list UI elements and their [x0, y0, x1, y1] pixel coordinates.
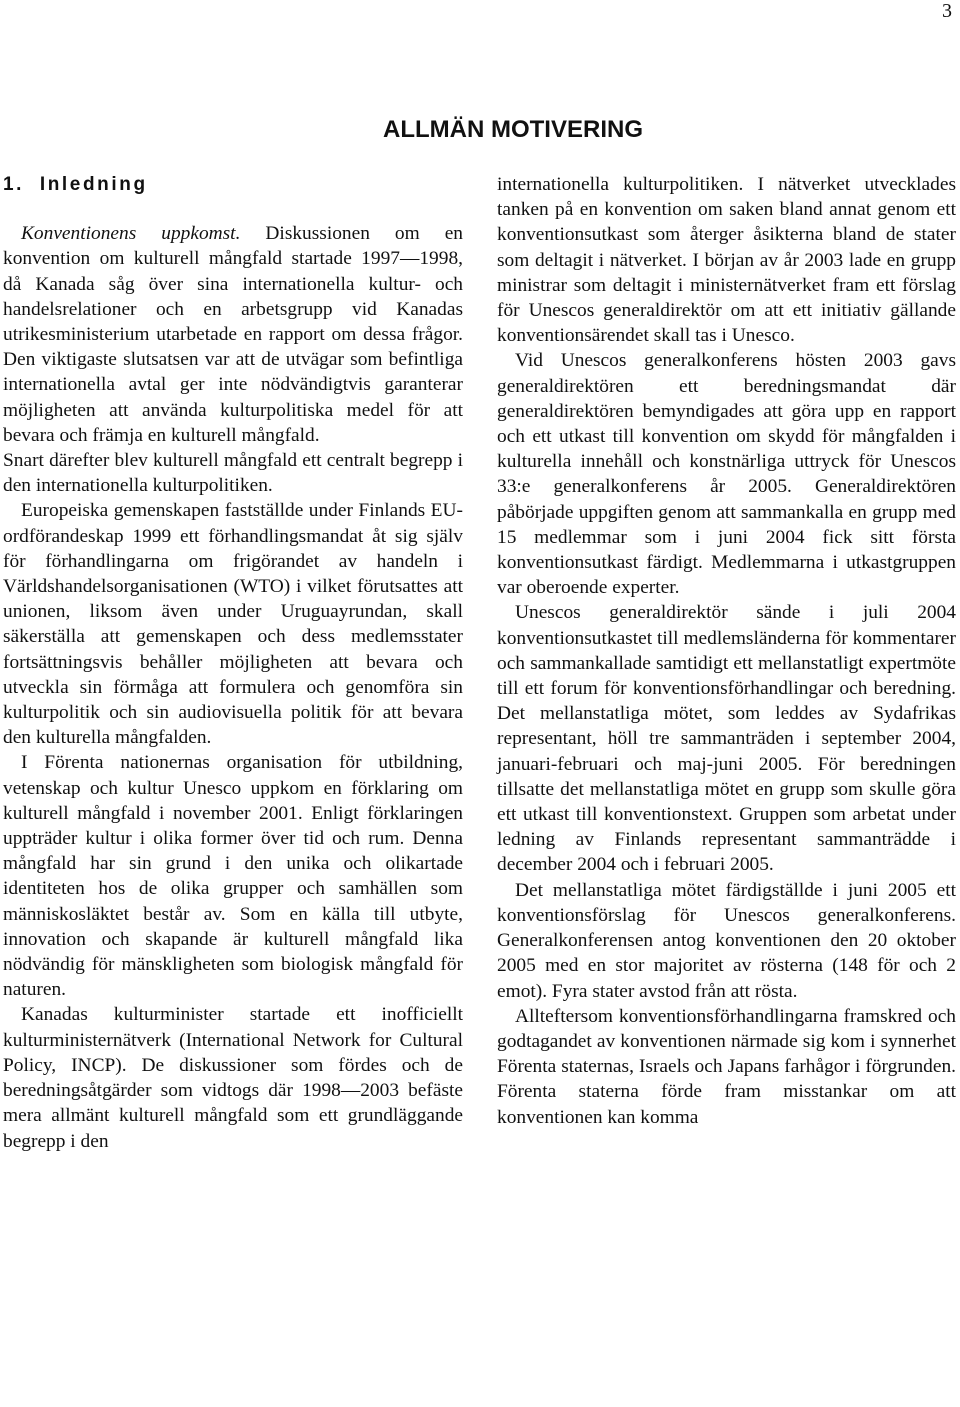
section-heading: [3, 172, 463, 197]
paragraph: [3, 221, 463, 448]
paragraph: internationella kulturpolitiken. I nätverket utvecklades tanken på en konvention om saken bland annat genom ett konventionsutkast som återger åsikterna bland de stater som deltagit i nätverket. I början av år 2003 lade en grupp ministrar som deltagit i ministernätverket fram ett förslag för Unescos generaldirektör om att ett initiativ gällande konventionsärendet skall tas i Unesco.: [497, 174, 956, 347]
paragraph: Europeiska gemenskapen fastställde under Finlands EU-ordförandeskap 1999 ett förhandlingsmandat åt sig själv för förhandlingarna om frigörandet av handeln i Världshandelsorganisationen (WTO) i vilket förutsattes att unionen, liksom även under Uruguayrundan, skall säkerställa att gemenskapen och dess medlemsstater fortsättningsvis behåller möjligheten att bevara och utveckla sin förmåga att formulera och genomföra sin kulturpolitik och sin audiovisuella politik för att bevara den kulturella mångfalden.: [3, 500, 463, 749]
page-title: ALLMÄN MOTIVERING: [383, 116, 643, 143]
paragraph: Vid Unescos generalkonferens hösten 2003 gavs generaldirektören ett beredningsmandat där generaldirektören bemyndigades att göra upp en rapport och ett utkast till konvention om skydd för mångfalden i kulturella innehåll och konstnärliga uttryck för Unescos 33:e generalkonferens år 2005. Generaldirektören påbörjade uppgiften genom att sammankalla en grupp med 15 medlemmar som i juni 2004 fick sitt första konventionsutkast färdigt. Medlemmarna i utkastgruppen var oberoende experter.: [497, 350, 956, 599]
left-column: [3, 172, 463, 1154]
section-title: Inledning: [39, 174, 148, 195]
paragraph: Snart därefter blev kulturell mångfald ett centralt begrepp i den internationella kulturpolitiken.: [3, 450, 463, 497]
page-number: 3: [942, 0, 952, 22]
paragraph: I Förenta nationernas organisation för utbildning, vetenskap och kultur Unesco uppkom en förklaring om kulturell mångfald i november 2001. Enligt förklaringen uppträder kultur i olika former över tid och rum. Denna mångfald har sin grund i den unika och olikartade identiteten hos de olika grupper och samhällen som människosläktet består av. Som en källa till utbyte, innovation och skapande är kulturell mångfald lika nödvändig för mänskligheten som biologisk mångfald för naturen.: [3, 752, 463, 1001]
right-column: [497, 172, 956, 1130]
paragraph-lead: Konventionens uppkomst.: [21, 223, 241, 245]
section-number: 1.: [3, 174, 25, 195]
paragraph: Allteftersom konventionsförhandlingarna framskred och godtagandet av konventionen närmade sig kom i synnerhet Förenta staternas, Israels och Japans farhågor i förgrunden. Förenta staterna förde fram misstankar om att konventionen kan komma: [497, 1005, 956, 1128]
paragraph: Det mellanstatliga mötet färdigställde i juni 2005 ett konventionsförslag för Unescos generalkonferens. Generalkonferensen antog konventionen den 20 oktober 2005 med en stor majoritet av rösterna (148 för och 2 emot). Fyra stater avstod från att rösta.: [497, 879, 956, 1002]
paragraph: Kanadas kulturminister startade ett inofficiellt kulturministernätverk (International Network for Cultural Policy, INCP). De diskussioner som fördes och de beredningsåtgärder som vidtogs där 1998—2003 befäste mera allmänt kulturell mångfald som ett grundläggande begrepp i den: [3, 1004, 463, 1152]
paragraph-body: Diskussionen om en konvention om kulturell mångfald startade 1997—1998, då Kanada såg över sina internationella kultur- och handelsrelationer och en arbetsgrupp vid Kanadas utrikesministerium utarbetade en rapport om dessa frågor. Den viktigaste slutsatsen var att de utvägar som befintliga internationella avtal ger inte nödvändigtvis garanterar möjligheten att använda kulturpolitiska medel för att bevara och främja en kulturell mångfald.: [3, 223, 464, 446]
paragraph: Unescos generaldirektör sände i juli 2004 konventionsutkastet till medlemsländerna för kommentarer och sammankallade samtidigt ett mellanstatligt expertmöte till ett forum för konventionsförhandlingar och beredning. Det mellanstatliga mötet, som leddes av Sydafrikas representant, höll tre sammanträden i september 2004, januari-februari och maj-juni 2005. För beredningen tillsatte det mellanstatliga mötet en grupp som skulle göra ett utkast till konventionstext. Gruppen som arbetat under ledning av Finlands representant sammanträdde i december 2004 och i februari 2005.: [497, 602, 956, 876]
